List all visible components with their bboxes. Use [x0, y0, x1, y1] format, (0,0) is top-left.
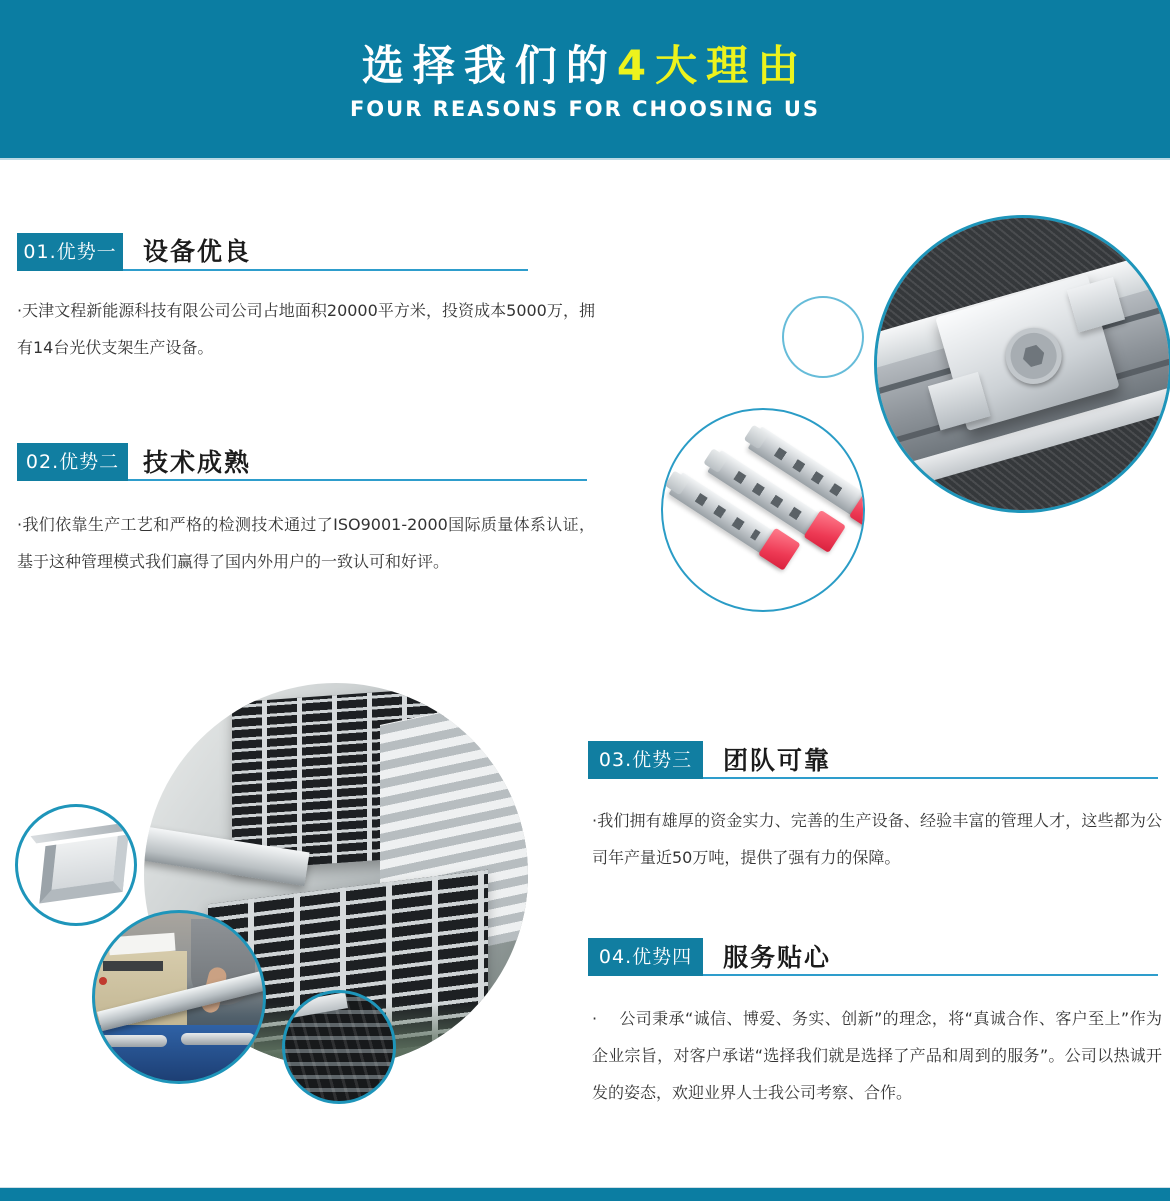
section-1-title: 设备优良 — [143, 237, 252, 266]
roller — [97, 1035, 167, 1047]
section-4-body: · 公司秉承“诚信、博爱、务实、创新”的理念，将“真诚合作、客户至上”作为企业宗旨，对客户承诺“选择我们就是选择了产品和周到的服务”。公司以热诚开发的姿态，欢迎业界人士我公司考察、合作。 — [592, 1009, 1162, 1102]
top-banner — [0, 0, 1170, 160]
section-2-title: 技术成熟 — [143, 448, 252, 477]
bracket-tab — [744, 424, 769, 449]
page-title — [0, 42, 1170, 90]
solar-panel-rail-scene — [874, 215, 1170, 513]
hex-bolt — [999, 321, 1068, 390]
hex-socket — [1020, 342, 1047, 369]
red-cap-brackets-photo — [661, 408, 865, 612]
section-3-title: 团队可靠 — [723, 746, 832, 775]
section-3-badge: 03.优势三 — [588, 741, 703, 779]
section-2-badge: 02.优势二 — [17, 443, 128, 481]
section-1-badge: 01.优势一 — [17, 233, 123, 271]
u-channel-photo — [15, 804, 137, 926]
page-title-white: 选择我们的 — [361, 41, 617, 90]
section-2-body: ·我们依靠生产工艺和严格的检测技术通过了ISO9001-2000国际质量体系认证，基于这种管理模式我们赢得了国内外用户的一致认可和好评。 — [17, 515, 595, 571]
u-channel-profile — [39, 834, 128, 903]
red-end-cap — [849, 489, 865, 532]
section-4-title: 服务贴心 — [723, 943, 832, 972]
bending-machine-photo — [92, 910, 266, 1084]
section-4-badge: 04.优势四 — [588, 938, 703, 976]
red-end-cap — [758, 528, 801, 571]
section-1-body: ·天津文程新能源科技有限公司公司占地面积20000平方米，投资成本5000万，拥有14台光伏支架生产设备。 — [17, 301, 595, 357]
page-title-yellow: 4大理由 — [616, 41, 809, 90]
roller — [181, 1033, 255, 1045]
section-3-body: ·我们拥有雄厚的资金实力、完善的生产设备、经验丰富的管理人才，这些都为公司年产量近50万吨，提供了强有力的保障。 — [592, 811, 1162, 867]
bracket-tab — [665, 470, 690, 495]
red-end-cap — [803, 510, 846, 553]
footer-bar — [0, 1187, 1170, 1201]
page-subtitle: FOUR REASONS FOR CHOOSING US — [349, 97, 821, 121]
bracket-tab — [703, 448, 728, 473]
stacked-steel-parts-photo — [282, 990, 396, 1104]
solar-mid-clamp-photo — [874, 215, 1170, 513]
decorative-circle-outline — [782, 296, 864, 378]
